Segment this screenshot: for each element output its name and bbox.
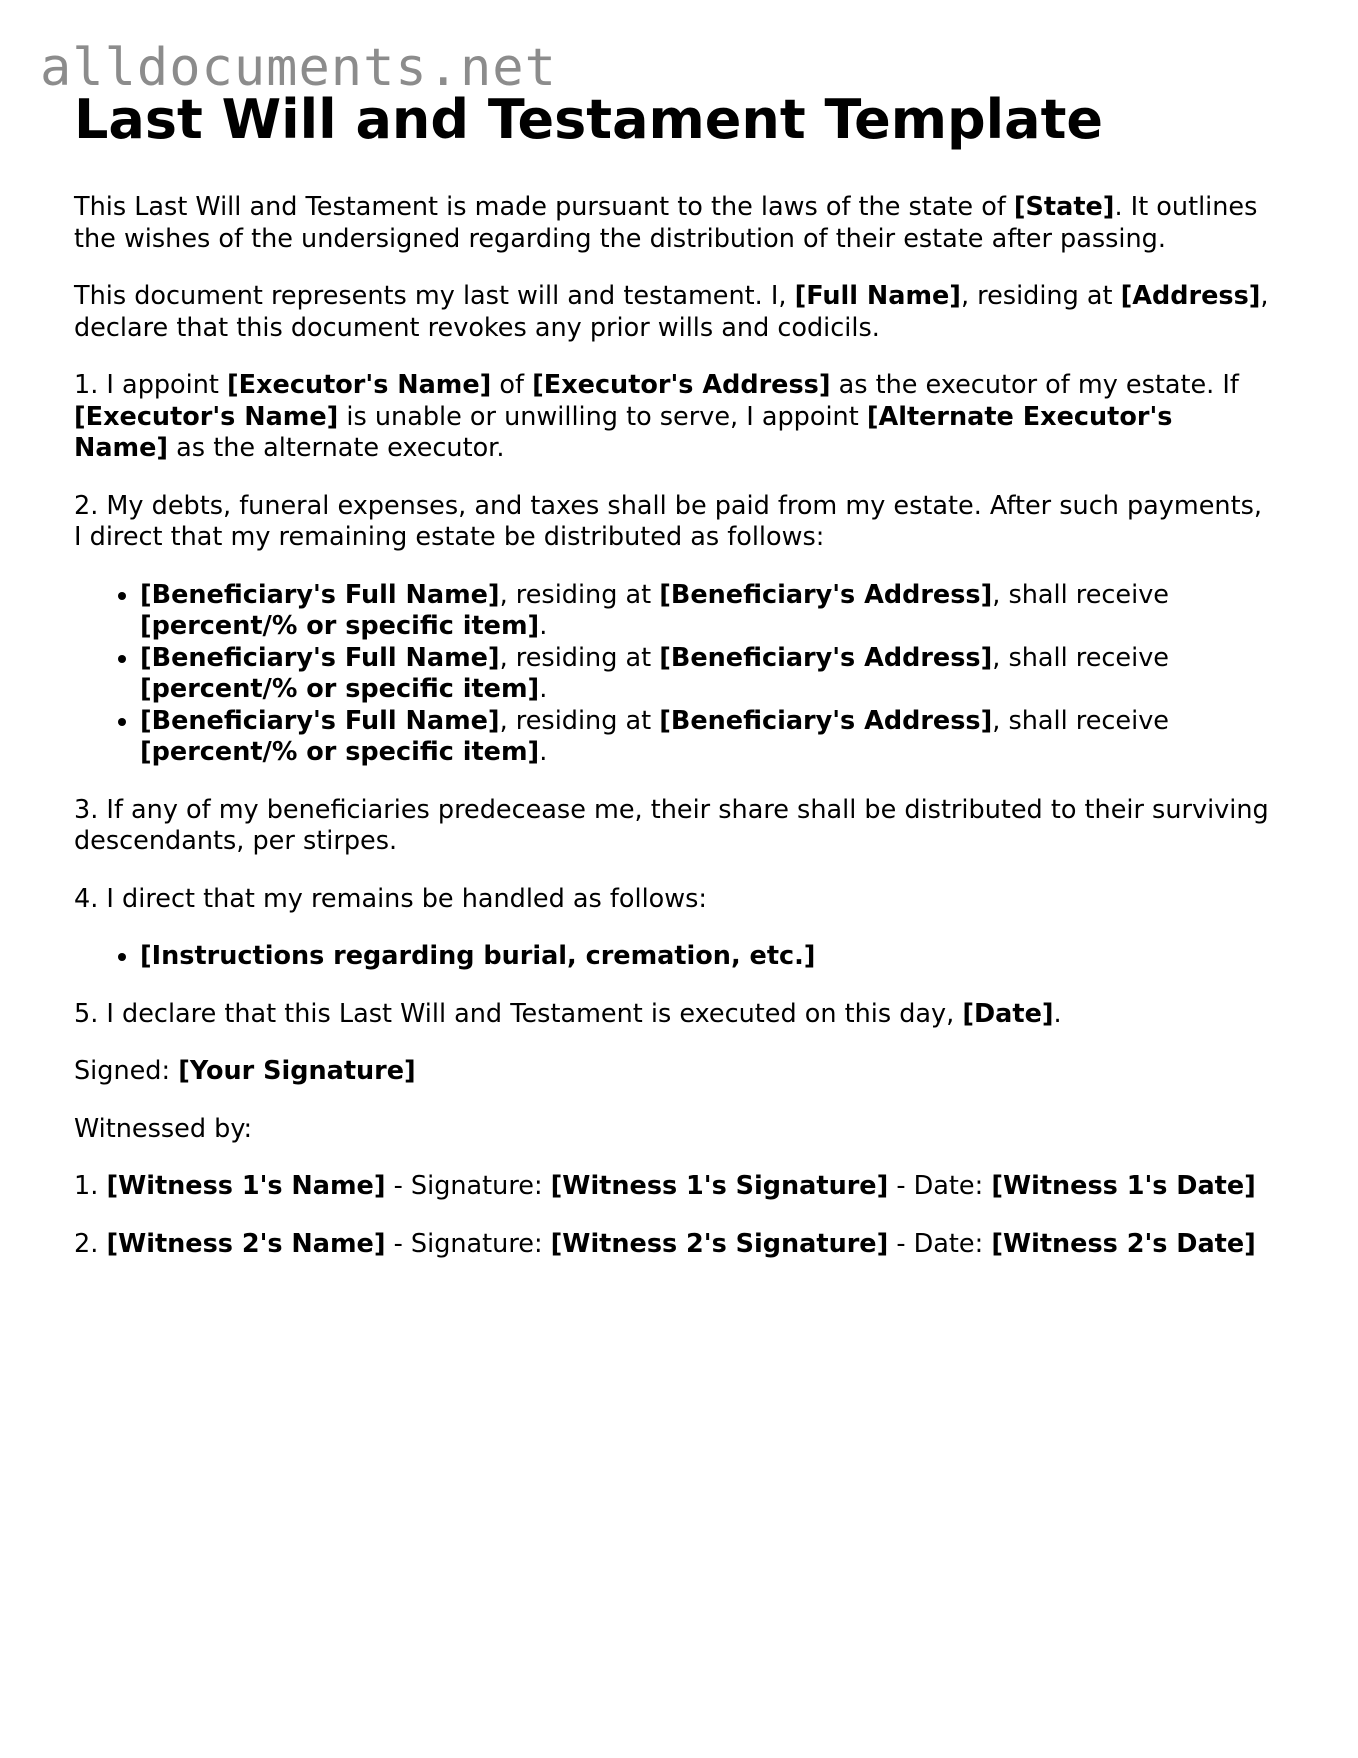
executor-address-placeholder: [Executor's Address] xyxy=(532,370,831,400)
declaration-paragraph xyxy=(74,281,1274,344)
signature-label: - Signature: xyxy=(385,1228,551,1259)
beneficiary-share-placeholder: [percent/% or specific item] xyxy=(140,737,540,767)
witness-date-placeholder: [Witness 2's Date] xyxy=(991,1228,1256,1259)
beneficiary-name-placeholder: [Beneficiary's Full Name] xyxy=(140,579,500,610)
state-placeholder: [State] xyxy=(1013,192,1115,222)
witness-line xyxy=(74,1229,1274,1261)
beneficiary-share-placeholder: [percent/% or specific item] xyxy=(140,611,540,641)
beneficiary-share-placeholder: [percent/% or specific item] xyxy=(140,674,540,704)
text: , residing at xyxy=(960,281,1121,311)
text: This document represents my last will and testament. I, xyxy=(74,281,795,311)
text: of xyxy=(491,370,533,400)
remains-instructions-list xyxy=(74,941,1274,973)
text: This Last Will and Testament is made pursuant to the laws of the state of xyxy=(74,192,1014,222)
clause-1 xyxy=(74,370,1274,465)
witness-name-placeholder: [Witness 1's Name] xyxy=(106,1171,386,1201)
beneficiary-item xyxy=(140,643,1274,706)
text: , residing at xyxy=(499,705,660,736)
intro-paragraph xyxy=(74,192,1274,255)
witness-signature-placeholder: [Witness 1's Signature] xyxy=(550,1171,889,1201)
witness-signature-placeholder: [Witness 2's Signature] xyxy=(550,1228,889,1259)
beneficiary-item xyxy=(140,706,1274,769)
text: . xyxy=(539,737,548,767)
witnessed-by-label: Witnessed by: xyxy=(74,1113,253,1144)
alternate-executor-placeholder: [Alternate Executor's Name] xyxy=(74,401,1173,463)
text: is unable or unwilling to serve, I appoint xyxy=(338,401,867,432)
text: 5. I declare that this Last Will and Testament is executed on this day, xyxy=(74,998,963,1029)
witness-number: 2. xyxy=(74,1228,107,1259)
signature-placeholder: [Your Signature] xyxy=(178,1056,416,1086)
document-page xyxy=(74,88,1274,1286)
date-label: - Date: xyxy=(888,1228,992,1259)
witness-name-placeholder: [Witness 2's Name] xyxy=(106,1228,386,1259)
beneficiary-address-placeholder: [Beneficiary's Address] xyxy=(659,705,993,736)
executor-name-placeholder: [Executor's Name] xyxy=(227,370,492,400)
full-name-placeholder: [Full Name] xyxy=(794,281,961,311)
instruction-placeholder: [Instructions regarding burial, cremation, etc.] xyxy=(140,941,816,971)
text: as the executor of my estate. If xyxy=(830,370,1239,400)
text: , residing at xyxy=(499,579,660,610)
witness-number: 1. xyxy=(74,1171,107,1201)
date-label: - Date: xyxy=(888,1171,992,1201)
witness-line xyxy=(74,1171,1274,1203)
watermark: alldocuments.net xyxy=(40,38,557,98)
signed-line xyxy=(74,1056,1274,1088)
clause-4: 4. I direct that my remains be handled as follows: xyxy=(74,883,707,914)
text: . xyxy=(539,674,548,704)
beneficiary-name-placeholder: [Beneficiary's Full Name] xyxy=(140,642,500,673)
text: as the alternate executor. xyxy=(168,433,505,463)
beneficiary-address-placeholder: [Beneficiary's Address] xyxy=(659,579,993,610)
text: . xyxy=(539,611,548,641)
text: , shall receive xyxy=(992,642,1169,673)
beneficiary-address-placeholder: [Beneficiary's Address] xyxy=(659,642,993,673)
beneficiary-name-placeholder: [Beneficiary's Full Name] xyxy=(140,705,500,736)
text: , shall receive xyxy=(992,579,1169,610)
remains-instruction-item xyxy=(140,941,1274,973)
text: , declare that this document revokes any prior wills and codicils. xyxy=(74,281,1269,343)
clause-3: 3. If any of my beneficiaries predecease me, their share shall be distributed to their surviving descendants, per stirpes. xyxy=(74,794,1269,856)
signature-label: - Signature: xyxy=(385,1171,551,1201)
text: . xyxy=(1053,998,1062,1029)
text: , residing at xyxy=(499,642,660,673)
clause-5 xyxy=(74,999,1274,1031)
signed-label: Signed: xyxy=(74,1056,179,1086)
date-placeholder: [Date] xyxy=(962,998,1054,1029)
witness-date-placeholder: [Witness 1's Date] xyxy=(991,1171,1256,1201)
executor-name-placeholder: [Executor's Name] xyxy=(74,401,339,432)
text: 1. I appoint xyxy=(74,370,228,400)
beneficiary-item xyxy=(140,580,1274,643)
address-placeholder: [Address] xyxy=(1120,281,1261,311)
text: . It outlines the wishes of the undersigned regarding the distribution of their estate after passing. xyxy=(74,192,1258,254)
clause-2: 2. My debts, funeral expenses, and taxes shall be paid from my estate. After such payments, I direct that my remaining estate be distributed as follows: xyxy=(74,490,1262,552)
document-title: Last Will and Testament Template xyxy=(74,88,1104,151)
beneficiary-list xyxy=(74,580,1274,769)
text: , shall receive xyxy=(992,705,1169,736)
